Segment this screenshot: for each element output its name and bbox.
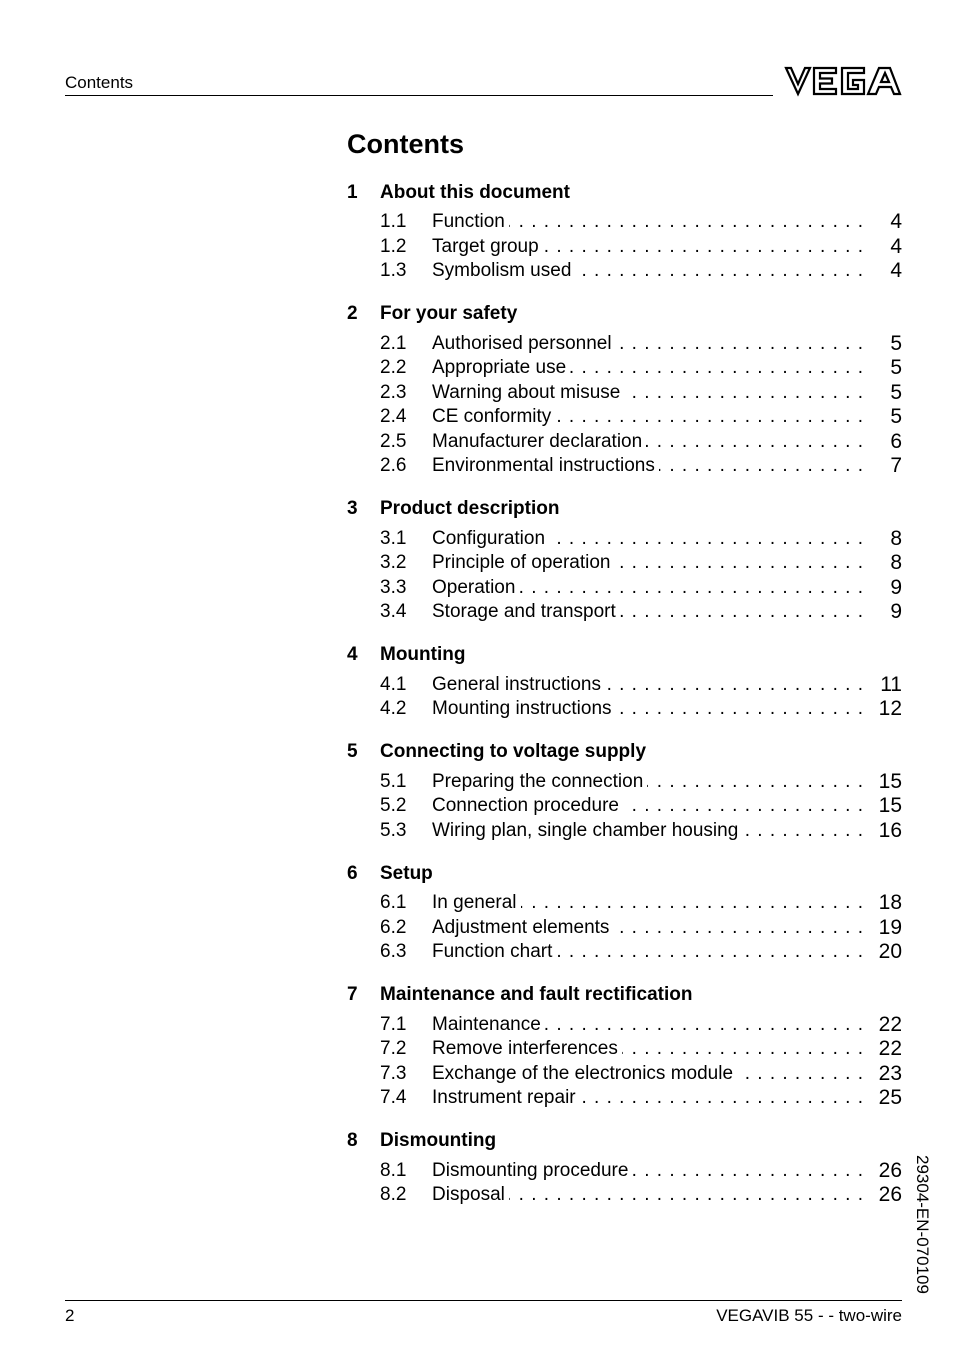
entry-number: 5.3	[380, 819, 407, 841]
entry-page-number: 5	[890, 405, 902, 429]
toc-entry[interactable]	[347, 1183, 902, 1208]
section-number: 8	[347, 1130, 358, 1151]
toc-section	[347, 643, 902, 722]
entry-page-number: 26	[878, 1183, 902, 1207]
section-title: Maintenance and fault rectification	[380, 984, 693, 1005]
entry-number: 7.2	[380, 1038, 407, 1060]
entry-title-leader	[432, 1063, 864, 1085]
entry-title-leader	[432, 601, 864, 623]
entry-page-number: 22	[878, 1012, 902, 1036]
entry-title-leader	[432, 1087, 864, 1109]
entry-title: Exchange of the electronics module	[432, 1063, 737, 1084]
section-number: 7	[347, 984, 358, 1005]
toc-entry[interactable]	[347, 819, 902, 844]
entry-title: Dismounting procedure	[432, 1160, 632, 1181]
entry-page-number: 16	[878, 818, 902, 842]
entry-title-leader	[432, 795, 864, 817]
toc-entry[interactable]	[347, 916, 902, 941]
footer-product-name: VEGAVIB 55 - - two-wire	[716, 1306, 902, 1325]
entry-title-leader	[432, 528, 864, 550]
entry-number: 1.3	[380, 260, 407, 282]
toc-entry[interactable]	[347, 1013, 902, 1038]
section-title: Mounting	[380, 644, 466, 665]
entry-title-leader	[432, 892, 864, 914]
entry-page-number: 4	[890, 259, 902, 283]
toc-entry[interactable]	[347, 673, 902, 698]
entry-title: Remove interferences	[432, 1038, 622, 1059]
entry-number: 8.1	[380, 1159, 407, 1181]
toc-section	[347, 861, 902, 965]
section-title: Product description	[380, 498, 560, 519]
entry-title: General instructions	[432, 674, 605, 695]
entry-page-number: 5	[890, 331, 902, 355]
entry-title-leader	[432, 771, 864, 793]
entry-number: 8.2	[380, 1184, 407, 1206]
table-of-contents	[347, 180, 902, 1226]
entry-number: 2.1	[380, 332, 407, 354]
entry-number: 6.1	[380, 892, 407, 914]
entry-title: Disposal	[432, 1184, 509, 1205]
entry-page-number: 4	[890, 210, 902, 234]
entry-title-leader	[432, 917, 864, 939]
entry-title-leader	[432, 1014, 864, 1036]
entry-page-number: 23	[878, 1061, 902, 1085]
entry-page-number: 7	[890, 454, 902, 478]
toc-entry[interactable]	[347, 770, 902, 795]
entry-title-leader	[432, 406, 864, 428]
section-number: 6	[347, 862, 358, 884]
entry-page-number: 9	[890, 575, 902, 599]
entry-number: 7.4	[380, 1087, 407, 1109]
toc-section-heading[interactable]	[347, 302, 902, 327]
entry-title: Authorised personnel	[432, 333, 616, 354]
toc-entry[interactable]	[347, 1159, 902, 1184]
header-label: Contents	[65, 73, 134, 92]
entry-title: Instrument repair	[432, 1087, 580, 1108]
section-number: 5	[347, 741, 358, 762]
entry-page-number: 15	[878, 769, 902, 793]
entry-title-leader	[432, 1160, 864, 1182]
entry-number: 3.4	[380, 601, 407, 623]
entry-number: 2.2	[380, 357, 407, 379]
entry-number: 3.3	[380, 576, 407, 598]
toc-section	[347, 740, 902, 844]
entry-page-number: 12	[878, 697, 902, 721]
toc-section	[347, 497, 902, 625]
toc-section-heading[interactable]	[347, 180, 902, 205]
entry-title: In general	[432, 892, 521, 913]
document-code: 29304-EN-070109	[913, 1155, 932, 1294]
entry-number: 7.1	[380, 1013, 407, 1035]
entry-page-number: 6	[890, 429, 902, 453]
toc-entry[interactable]	[347, 235, 902, 260]
entry-title-leader	[432, 260, 864, 282]
header-rule	[65, 95, 773, 96]
vega-logo	[784, 64, 902, 98]
entry-title: Function chart	[432, 941, 556, 962]
entry-page-number: 26	[878, 1158, 902, 1182]
toc-entry[interactable]	[347, 405, 902, 430]
entry-title: Wiring plan, single chamber housing	[432, 820, 742, 841]
entry-page-number: 15	[878, 794, 902, 818]
section-number: 2	[347, 303, 358, 324]
entry-number: 2.6	[380, 455, 407, 477]
entry-number: 2.5	[380, 430, 407, 452]
entry-number: 3.1	[380, 527, 407, 549]
section-title: Dismounting	[380, 1130, 497, 1151]
entry-title: Principle of operation	[432, 552, 615, 573]
entry-title: CE conformity	[432, 406, 555, 427]
entry-number: 2.4	[380, 406, 407, 428]
entry-page-number: 8	[890, 551, 902, 575]
section-number: 3	[347, 498, 358, 519]
entry-title-leader	[432, 431, 864, 453]
entry-title-leader	[432, 357, 864, 379]
entry-title: Maintenance	[432, 1014, 545, 1035]
entry-title: Configuration	[432, 528, 549, 549]
page-title: Contents	[347, 129, 464, 159]
entry-number: 5.1	[380, 770, 407, 792]
toc-section-heading[interactable]	[347, 740, 902, 765]
toc-section-heading[interactable]	[347, 643, 902, 668]
entry-title-leader	[432, 236, 864, 258]
entry-title: Manufacturer declaration	[432, 431, 646, 452]
entry-title-leader	[432, 577, 864, 599]
entry-page-number: 19	[878, 915, 902, 939]
entry-title-leader	[432, 211, 864, 233]
toc-entry[interactable]	[347, 454, 902, 479]
toc-entry[interactable]	[347, 891, 902, 916]
entry-page-number: 8	[890, 526, 902, 550]
entry-title-leader	[432, 698, 864, 720]
section-title: About this document	[380, 181, 570, 203]
entry-title: Connection procedure	[432, 795, 623, 816]
entry-page-number: 5	[890, 356, 902, 380]
entry-title-leader	[432, 1184, 864, 1206]
toc-entry[interactable]	[347, 1062, 902, 1087]
entry-number: 5.2	[380, 795, 407, 817]
entry-title-leader	[432, 674, 864, 696]
entry-title: Function	[432, 211, 509, 232]
entry-title-leader	[432, 552, 864, 574]
entry-title-leader	[432, 333, 864, 355]
toc-section	[347, 1129, 902, 1208]
toc-section	[347, 180, 902, 284]
toc-entry[interactable]	[347, 1037, 902, 1062]
entry-number: 2.3	[380, 381, 407, 403]
toc-section	[347, 983, 902, 1111]
entry-number: 4.1	[380, 673, 407, 695]
toc-section-heading[interactable]	[347, 1129, 902, 1154]
entry-page-number: 22	[878, 1037, 902, 1061]
entry-number: 7.3	[380, 1062, 407, 1084]
toc-entry[interactable]	[347, 332, 902, 357]
toc-section	[347, 302, 902, 479]
entry-number: 4.2	[380, 698, 407, 720]
section-number: 1	[347, 181, 358, 203]
entry-page-number: 18	[878, 891, 902, 915]
toc-entry[interactable]	[347, 259, 902, 284]
entry-page-number: 20	[878, 940, 902, 964]
entry-number: 1.1	[380, 211, 407, 233]
entry-title: Mounting instructions	[432, 698, 616, 719]
entry-title: Warning about misuse	[432, 382, 624, 403]
entry-page-number: 5	[890, 380, 902, 404]
toc-entry[interactable]	[347, 430, 902, 455]
entry-page-number: 4	[890, 234, 902, 258]
entry-title-leader	[432, 455, 864, 477]
entry-title: Operation	[432, 577, 519, 598]
toc-entry[interactable]	[347, 576, 902, 601]
entry-title: Symbolism used	[432, 260, 575, 281]
entry-title-leader	[432, 941, 864, 963]
entry-number: 6.3	[380, 941, 407, 963]
entry-page-number: 9	[890, 600, 902, 624]
entry-title: Target group	[432, 236, 543, 257]
footer-rule	[65, 1300, 902, 1301]
toc-section-heading[interactable]	[347, 497, 902, 522]
entry-page-number: 11	[880, 672, 902, 696]
toc-entry[interactable]	[347, 940, 902, 965]
entry-title-leader	[432, 382, 864, 404]
footer-page-number: 2	[65, 1306, 75, 1325]
entry-title-leader	[432, 820, 864, 842]
toc-entry[interactable]	[347, 794, 902, 819]
entry-title: Adjustment elements	[432, 917, 613, 938]
section-title: For your safety	[380, 303, 518, 324]
section-title: Setup	[380, 862, 433, 884]
entry-title: Environmental instructions	[432, 455, 659, 476]
toc-entry[interactable]	[347, 210, 902, 235]
toc-section-heading[interactable]	[347, 861, 902, 886]
toc-section-heading[interactable]	[347, 983, 902, 1008]
entry-title: Preparing the connection	[432, 771, 647, 792]
entry-number: 1.2	[380, 235, 407, 257]
section-title: Connecting to voltage supply	[380, 741, 647, 762]
entry-number: 3.2	[380, 552, 407, 574]
section-number: 4	[347, 644, 358, 665]
toc-entry[interactable]	[347, 527, 902, 552]
toc-entry[interactable]	[347, 381, 902, 406]
toc-entry[interactable]	[347, 1086, 902, 1111]
toc-entry[interactable]	[347, 356, 902, 381]
toc-entry[interactable]	[347, 600, 902, 625]
toc-entry[interactable]	[347, 697, 902, 722]
toc-entry[interactable]	[347, 551, 902, 576]
entry-title: Storage and transport	[432, 601, 620, 622]
entry-title-leader	[432, 1038, 864, 1060]
entry-page-number: 25	[878, 1086, 902, 1110]
entry-title: Appropriate use	[432, 357, 570, 378]
entry-number: 6.2	[380, 916, 407, 938]
